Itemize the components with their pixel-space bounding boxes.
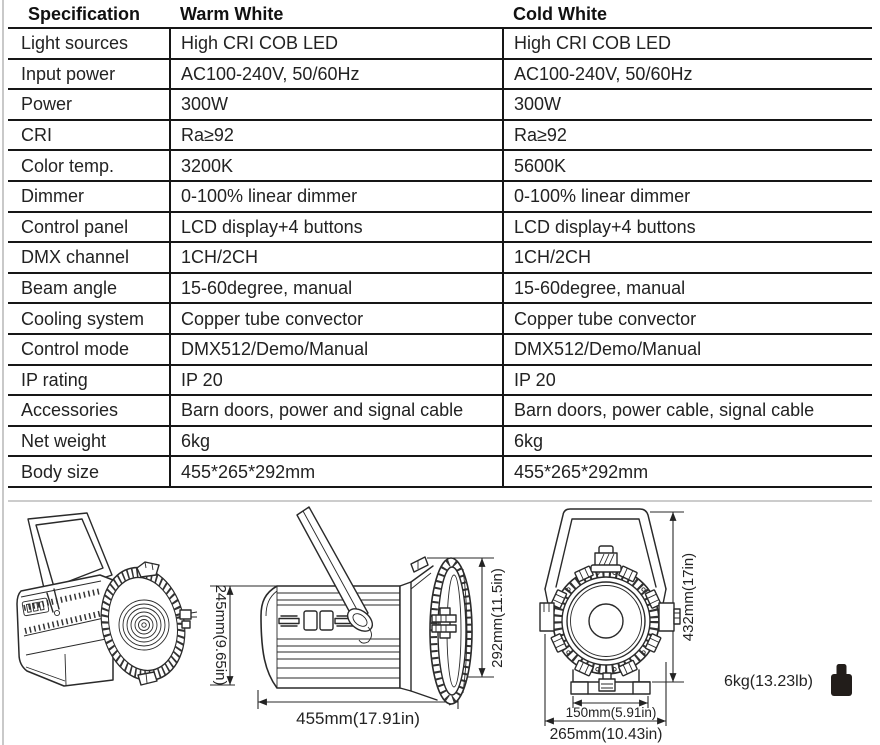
dim-label-overall-width: 265mm(10.43in) bbox=[549, 726, 663, 743]
spec-label: CRI bbox=[8, 120, 170, 151]
col-header-cold-white: Cold White bbox=[503, 0, 872, 28]
spec-label: Control mode bbox=[8, 334, 170, 365]
warm-value: AC100-240V, 50/60Hz bbox=[170, 59, 503, 90]
cold-value: Copper tube convector bbox=[503, 303, 872, 334]
cold-value: 300W bbox=[503, 89, 872, 120]
table-header-row bbox=[8, 0, 872, 28]
warm-value: Copper tube convector bbox=[170, 303, 503, 334]
spec-label: Light sources bbox=[8, 28, 170, 59]
warm-value: LCD display+4 buttons bbox=[170, 212, 503, 243]
cold-value: AC100-240V, 50/60Hz bbox=[503, 59, 872, 90]
cold-value: 455*265*292mm bbox=[503, 456, 872, 487]
table-row bbox=[8, 395, 872, 426]
spec-label: Input power bbox=[8, 59, 170, 90]
spec-label: Cooling system bbox=[8, 303, 170, 334]
cold-value: Barn doors, power cable, signal cable bbox=[503, 395, 872, 426]
table-row bbox=[8, 120, 872, 151]
net-weight-note bbox=[724, 664, 853, 699]
warm-value: DMX512/Demo/Manual bbox=[170, 334, 503, 365]
spec-label: Net weight bbox=[8, 426, 170, 457]
weight-icon bbox=[830, 664, 853, 699]
cold-value: 0-100% linear dimmer bbox=[503, 181, 872, 212]
table-row bbox=[8, 365, 872, 396]
warm-value: Barn doors, power and signal cable bbox=[170, 395, 503, 426]
dim-label-base-width: 150mm(5.91in) bbox=[565, 705, 657, 720]
table-row bbox=[8, 303, 872, 334]
table-row bbox=[8, 212, 872, 243]
spec-label: DMX channel bbox=[8, 242, 170, 273]
dimension-drawings bbox=[0, 494, 880, 745]
spec-label: IP rating bbox=[8, 365, 170, 396]
spec-label: Color temp. bbox=[8, 150, 170, 181]
table-row bbox=[8, 334, 872, 365]
cold-value: 1CH/2CH bbox=[503, 242, 872, 273]
spec-label: Beam angle bbox=[8, 273, 170, 304]
dim-label-body-height: 245mm(9.65in) bbox=[212, 584, 229, 686]
spec-label: Accessories bbox=[8, 395, 170, 426]
spec-label: Power bbox=[8, 89, 170, 120]
perspective-view-drawing bbox=[8, 505, 208, 695]
cold-value: 6kg bbox=[503, 426, 872, 457]
table-row bbox=[8, 59, 872, 90]
cold-value: Ra≥92 bbox=[503, 120, 872, 151]
cold-value: IP 20 bbox=[503, 365, 872, 396]
cold-value: DMX512/Demo/Manual bbox=[503, 334, 872, 365]
warm-value: IP 20 bbox=[170, 365, 503, 396]
col-header-warm-white: Warm White bbox=[170, 0, 503, 28]
warm-value: Ra≥92 bbox=[170, 120, 503, 151]
warm-value: 300W bbox=[170, 89, 503, 120]
table-row bbox=[8, 89, 872, 120]
spec-label: Body size bbox=[8, 456, 170, 487]
table-row bbox=[8, 28, 872, 59]
table-row bbox=[8, 456, 872, 487]
cold-value: 5600K bbox=[503, 150, 872, 181]
warm-value: 0-100% linear dimmer bbox=[170, 181, 503, 212]
spec-label: Dimmer bbox=[8, 181, 170, 212]
cold-value: 15-60degree, manual bbox=[503, 273, 872, 304]
warm-value: 15-60degree, manual bbox=[170, 273, 503, 304]
col-header-specification: Specification bbox=[8, 0, 170, 28]
table-row bbox=[8, 242, 872, 273]
warm-value: 455*265*292mm bbox=[170, 456, 503, 487]
warm-value: 3200K bbox=[170, 150, 503, 181]
table-row bbox=[8, 426, 872, 457]
table-row bbox=[8, 181, 872, 212]
cold-value: High CRI COB LED bbox=[503, 28, 872, 59]
table-row bbox=[8, 273, 872, 304]
weight-label: 6kg(13.23lb) bbox=[724, 672, 813, 690]
cold-value: LCD display+4 buttons bbox=[503, 212, 872, 243]
table-row bbox=[8, 150, 872, 181]
dim-label-overall-height: 432mm(17in) bbox=[680, 552, 697, 642]
spec-label: Control panel bbox=[8, 212, 170, 243]
front-view-drawing bbox=[540, 494, 710, 745]
warm-value: 1CH/2CH bbox=[170, 242, 503, 273]
side-view-drawing bbox=[205, 494, 520, 745]
dim-label-front-height: 292mm(11.5in) bbox=[489, 568, 506, 668]
warm-value: High CRI COB LED bbox=[170, 28, 503, 59]
dim-label-body-length: 455mm(17.91in) bbox=[296, 709, 420, 728]
warm-value: 6kg bbox=[170, 426, 503, 457]
spec-table bbox=[8, 0, 872, 488]
